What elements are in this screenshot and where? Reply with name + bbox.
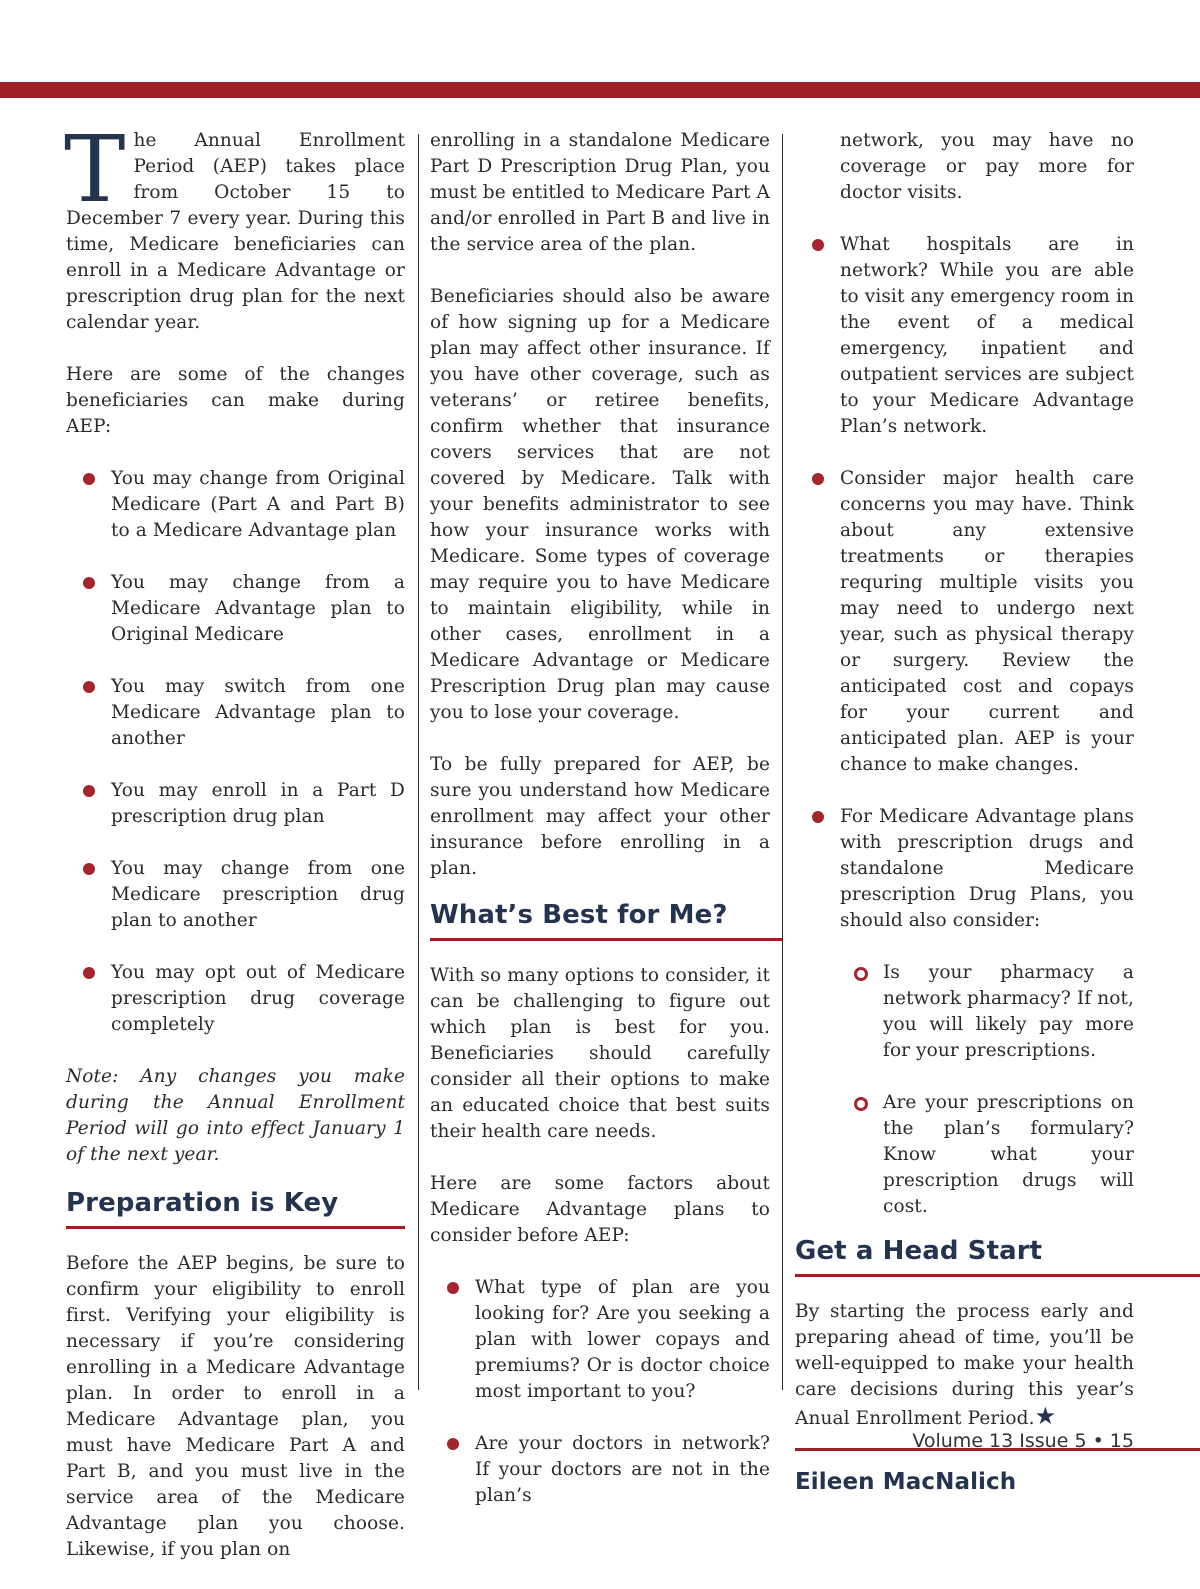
bullet-icon [83,967,95,979]
bullet-icon [83,681,95,693]
head-start-paragraph: By starting the process early and preparing ahead of time, you’ll be well-equipped to make your health care decisions during this year’s Anual Enrollment Period.★ [795,1301,1134,1430]
bullet-icon [812,239,824,251]
bullet-icon [83,863,95,875]
author-name: Eileen MacNalich [795,1469,1017,1495]
star-icon: ★ [1034,1402,1057,1430]
insurance-paragraph: Beneficiaries should also be aware of how signing up for a Medicare plan may affect other insurance. If you have other coverage, such as veterans’ or retiree benefits, confirm whether that insurance covers services that are not covered by Medicare. Talk with your benefits administrator to see how your insurance works with Medicare. Some types of coverage may require you to have Medicare to maintain eligibility, while in other cases, enrollment in a Medicare Advantage or Medicare Prescription Drug plan may cause you to lose your coverage. [430,286,770,723]
ring-bullet-icon [854,1097,868,1111]
note-paragraph: Note: Any changes you make during the Annual Enrollment Period will go into effect January 1 of the next year. [66,1066,405,1165]
list-item: Consider major health care concerns you may have. Think about any extensive treatments or therapies requring multiple visits you may need to undergo next year, such as physical therapy or surgery. Review the anticipated cost and copays for your current and anticipated plan. AEP is your chance to make changes. [795,466,1134,778]
section-heading-head-start: Get a Head Start [795,1234,1200,1277]
column-3 [795,128,1134,1495]
list-item: You may change from one Medicare prescription drug plan to another [66,856,405,934]
changes-list [66,466,405,1038]
drop-cap: T [64,116,126,223]
list-item: Is your pharmacy a network pharmacy? If not, you will likely pay more for your prescriptions. [795,960,1134,1064]
best-paragraph: With so many options to consider, it can be challenging to figure out which plan is best for you. Beneficiaries should carefully consider all their options to make an educated choice that best suits their health care needs. [430,965,770,1142]
section-heading-best: What’s Best for Me? [430,898,782,941]
page-footer: Volume 13 Issue 5 • 15 [912,1430,1134,1452]
bullet-icon [812,811,824,823]
prepared-paragraph: To be fully prepared for AEP, be sure you understand how Medicare enrollment may affect your other insurance before enrolling in a plan. [430,754,770,879]
ring-bullet-icon [854,967,868,981]
section-heading-preparation: Preparation is Key [66,1186,405,1229]
list-item: You may change from Original Medicare (Part A and Part B) to a Medicare Advantage plan [66,466,405,544]
column-1 [64,116,405,1589]
list-item: network, you may have no coverage or pay more for doctor visits. [840,130,1134,203]
factors-list [430,1275,770,1509]
bullet-icon [83,785,95,797]
column-2 [430,128,770,1535]
bullet-icon [83,577,95,589]
list-item: You may opt out of Medicare prescription drug coverage completely [66,960,405,1038]
changes-intro: Here are some of the changes beneficiaries can make during AEP: [66,364,405,437]
bullet-icon [812,473,824,485]
continued-paragraph: enrolling in a standalone Medicare Part D Prescription Drug Plan, you must be entitled to Medicare Part A and/or enrolled in Part B and live in the service area of the plan. [430,130,771,255]
list-item: What hospitals are in network? While you are able to visit any emergency room in the event of a medical emergency, inpatient and outpatient services are subject to your Medicare Advantage Plan’s network. [795,232,1134,440]
bullet-icon [447,1438,459,1450]
list-item: What type of plan are you looking for? Are you seeking a plan with lower copays and premiums? Or is doctor choice most important to you? [430,1275,770,1405]
column-divider-2 [782,134,783,1390]
list-item: For Medicare Advantage plans with prescription drugs and standalone Medicare prescription Drug Plans, you should also consider: [795,804,1134,934]
preparation-paragraph: Before the AEP begins, be sure to confirm your eligibility to enroll first. Verifying your eligibility is necessary if you’re considering enrolling in a Medicare Advantage plan. In order to enroll in a Medicare Advantage plan, you must have Medicare Part A and Part B, and you must live in the service area of the Medicare Advantage plan you choose. Likewise, if you plan on [66,1253,405,1560]
intro-paragraph: The Annual Enrollment Period (AEP) takes place from October 15 to December 7 every year. During this time, Medicare beneficiaries can enroll in a Medicare Advantage or prescription drug plan for the next calendar year. [64,116,405,333]
factors-list-continued [795,128,1134,934]
top-accent-band [0,82,1200,98]
list-item: You may change from a Medicare Advantage plan to Original Medicare [66,570,405,648]
bullet-icon [83,473,95,485]
list-item: You may enroll in a Part D prescription drug plan [66,778,405,830]
factors-intro: Here are some factors about Medicare Advantage plans to consider before AEP: [430,1173,770,1246]
bullet-icon [447,1282,459,1294]
column-divider-1 [418,134,419,1390]
list-item: Are your prescriptions on the plan’s formulary? Know what your prescription drugs will cost. [795,1090,1134,1220]
list-item: You may switch from one Medicare Advantage plan to another [66,674,405,752]
sub-list [795,960,1134,1220]
list-item: Are your doctors in network? If your doctors are not in the plan’s [430,1431,770,1509]
